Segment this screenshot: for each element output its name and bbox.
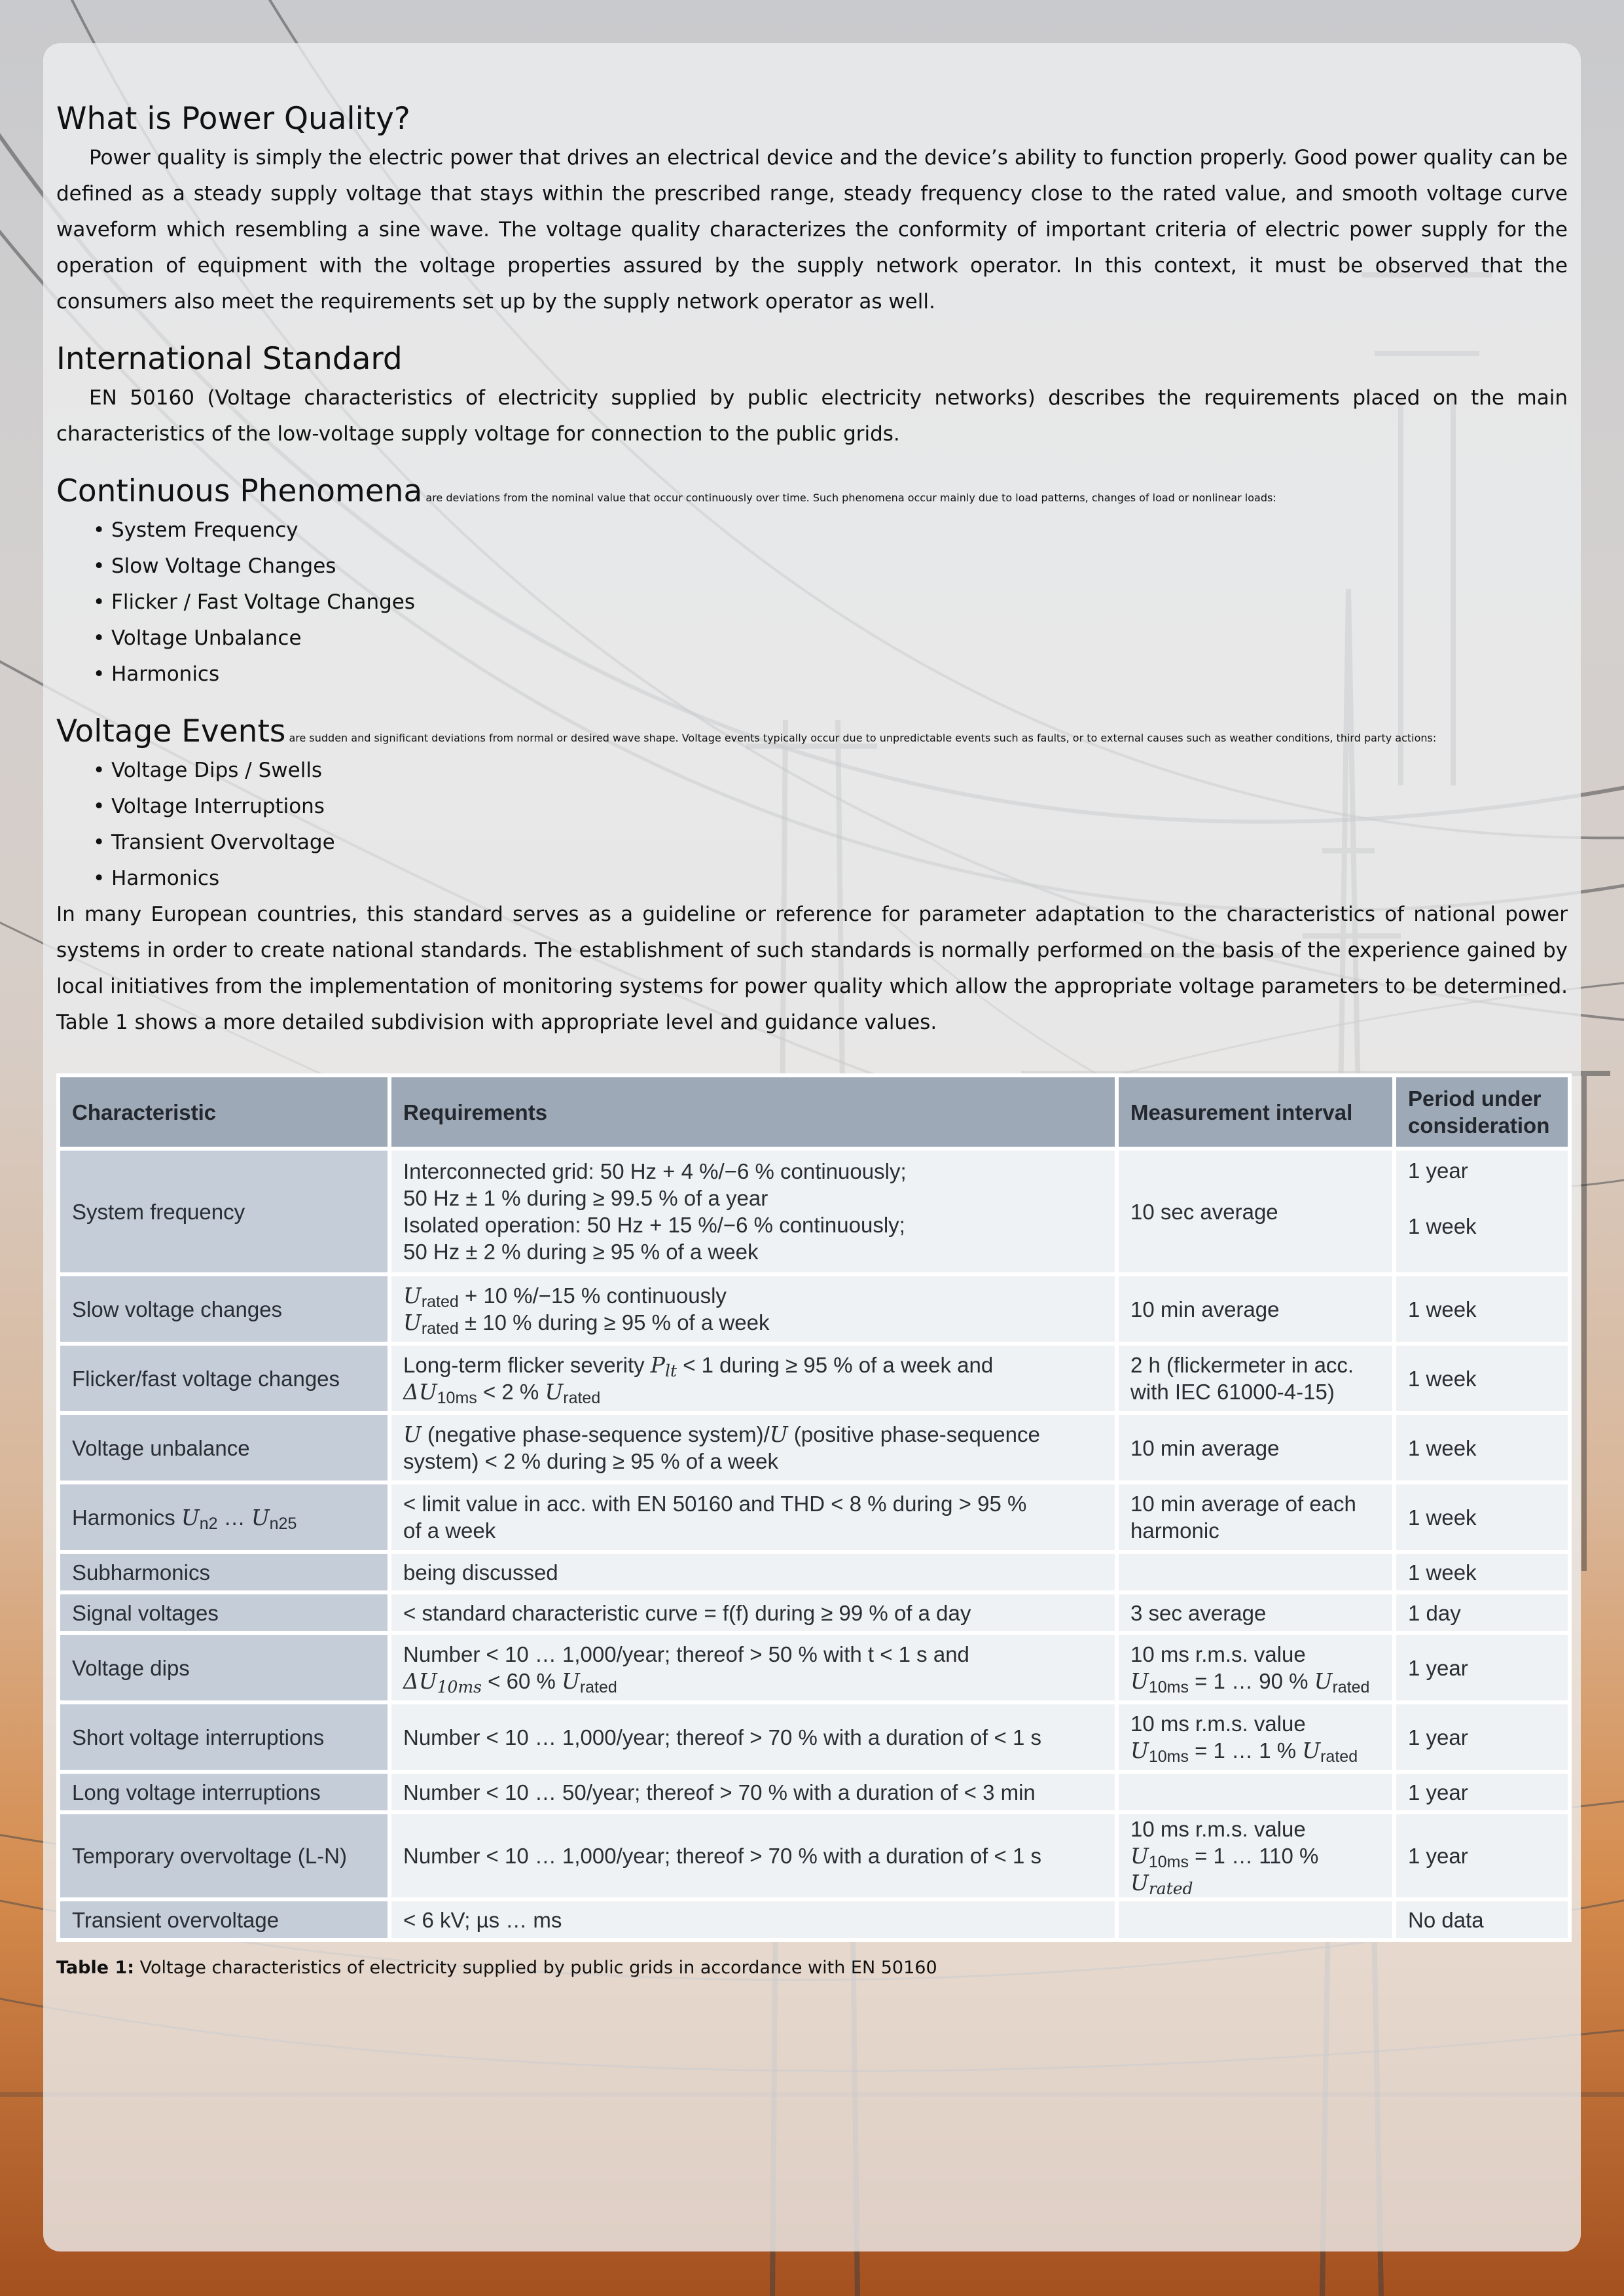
cell-characteristic: Short voltage interruptions <box>60 1704 388 1770</box>
cell-period: 1 week <box>1396 1415 1568 1480</box>
continuous-phenomena-text: are deviations from the nominal value that occur continuously over time. Such phenomena occur mainly due to load patterns, changes of load or nonlinear loads: <box>422 492 1276 504</box>
table-row <box>60 1594 1568 1631</box>
list-item: • Harmonics <box>111 656 1568 692</box>
cell-period: 1 year <box>1396 1704 1568 1770</box>
symbol: U <box>403 1422 422 1447</box>
subscript: rated <box>421 1319 459 1338</box>
heading-power-quality: What is Power Quality? <box>56 101 410 137</box>
table-row <box>60 1774 1568 1810</box>
requirement-text: (positive phase-sequence <box>787 1422 1040 1446</box>
list-item: • Slow Voltage Changes <box>111 548 1568 584</box>
requirement-line: of a week <box>403 1518 496 1543</box>
cell-requirements: Number < 10 … 1,000/year; thereof > 70 % with a duration of < 1 s <box>391 1704 1115 1770</box>
requirement-text: Long-term flicker severity <box>403 1353 651 1377</box>
cell-interval: 10 min average <box>1119 1415 1392 1480</box>
cell-characteristic <box>60 1484 388 1550</box>
cell-period: 1 week <box>1396 1554 1568 1590</box>
header-characteristic: Characteristic <box>60 1077 388 1147</box>
cell-interval <box>1119 1774 1392 1810</box>
cell-characteristic: System frequency <box>60 1151 388 1272</box>
cell-interval <box>1119 1635 1392 1700</box>
cell-interval <box>1119 1554 1392 1590</box>
cell-requirements: Number < 10 … 50/year; thereof > 70 % with a duration of < 3 min <box>391 1774 1115 1810</box>
cell-interval: 3 sec average <box>1119 1594 1392 1631</box>
cell-characteristic: Voltage dips <box>60 1635 388 1700</box>
subscript: rated <box>579 1678 617 1696</box>
symbol: U <box>769 1422 788 1447</box>
interval-line: harmonic <box>1130 1518 1219 1543</box>
document-body <box>56 98 1568 1981</box>
cell-requirements <box>391 1484 1115 1550</box>
subscript: 10ms <box>1148 1678 1189 1696</box>
cell-requirements <box>391 1276 1115 1342</box>
symbol: U <box>1302 1738 1321 1763</box>
list-item: • System Frequency <box>111 512 1568 548</box>
heading-voltage-events: Voltage Events <box>56 713 286 749</box>
symbol: ΔU <box>403 1379 437 1405</box>
continuous-phenomena-list <box>56 512 1568 692</box>
cell-requirements <box>391 1346 1115 1411</box>
interval-line: with IEC 61000-4-15) <box>1130 1380 1335 1404</box>
interval-line: 10 ms r.m.s. value <box>1130 1817 1306 1841</box>
table-row <box>60 1635 1568 1700</box>
requirement-line: Number < 10 … 1,000/year; thereof > 50 % with t < 1 s and <box>403 1642 969 1666</box>
cell-requirements: < 6 kV; µs … ms <box>391 1901 1115 1938</box>
heading-international-standard: International Standard <box>56 341 403 377</box>
subscript: 10ms <box>437 1677 482 1696</box>
symbol: U <box>562 1668 580 1694</box>
requirement-line: system) < 2 % during ≥ 95 % of a week <box>403 1449 778 1473</box>
header-measurement-interval: Measurement interval <box>1119 1077 1392 1147</box>
cell-requirements <box>391 1635 1115 1700</box>
period-line: 1 week <box>1408 1214 1477 1238</box>
list-item: • Flicker / Fast Voltage Changes <box>111 584 1568 620</box>
cell-period: 1 year <box>1396 1814 1568 1897</box>
cell-interval <box>1119 1346 1392 1411</box>
interval-line: 10 ms r.m.s. value <box>1130 1642 1306 1666</box>
symbol: U <box>251 1504 270 1530</box>
requirement-line: 50 Hz ± 1 % during ≥ 99.5 % of a year <box>403 1186 768 1210</box>
subscript: n2 <box>199 1514 218 1533</box>
cell-interval: 10 sec average <box>1119 1151 1392 1272</box>
table-row <box>60 1554 1568 1590</box>
header-period: Period under consideration <box>1396 1077 1568 1147</box>
interval-line: 10 ms r.m.s. value <box>1130 1712 1306 1736</box>
cell-interval <box>1119 1901 1392 1938</box>
caption-label: Table 1: <box>56 1958 135 1978</box>
cell-characteristic: Slow voltage changes <box>60 1276 388 1342</box>
symbol: U <box>545 1379 564 1405</box>
paragraph-power-quality: Power quality is simply the electric power that drives an electrical device and the device’s ability to function properly. Good power quality can be defined as a steady supply voltage that stays within the prescribed range, steady frequency close to the rated value, and smooth voltage curve waveform which resembling a sine wave. The voltage quality characterizes the conformity of important criteria of electric power supply for the operation of equipment with the voltage properties assured by the supply network operator. In this context, it must be observed that the consumers also meet the requirements set up by the supply network operator as well. <box>56 146 1568 314</box>
subscript: rated <box>1148 1879 1193 1898</box>
header-requirements: Requirements <box>391 1077 1115 1147</box>
table-header-row <box>60 1077 1568 1147</box>
cell-characteristic: Long voltage interruptions <box>60 1774 388 1810</box>
cell-characteristic: Voltage unbalance <box>60 1415 388 1480</box>
symbol: U <box>1130 1668 1149 1694</box>
symbol: ΔU <box>403 1668 437 1694</box>
requirement-text: < 1 during ≥ 95 % of a week and <box>677 1353 994 1377</box>
voltage-events-list <box>56 753 1568 897</box>
subscript: rated <box>1320 1748 1358 1766</box>
table-row <box>60 1346 1568 1411</box>
cell-requirements <box>391 1415 1115 1480</box>
cell-period <box>1396 1151 1568 1272</box>
cell-requirements: being discussed <box>391 1554 1115 1590</box>
requirement-text: < 60 % <box>482 1669 562 1693</box>
subscript: rated <box>421 1293 459 1311</box>
cell-period: 1 year <box>1396 1635 1568 1700</box>
symbol: U <box>1130 1870 1149 1895</box>
interval-line: 10 min average of each <box>1130 1492 1356 1516</box>
cell-characteristic: Signal voltages <box>60 1594 388 1631</box>
table-row <box>60 1484 1568 1550</box>
cell-interval <box>1119 1704 1392 1770</box>
en50160-table-wrapper <box>56 1073 1568 1942</box>
table-row <box>60 1415 1568 1480</box>
cell-period: No data <box>1396 1901 1568 1938</box>
cell-period: 1 week <box>1396 1484 1568 1550</box>
cell-characteristic: Subharmonics <box>60 1554 388 1590</box>
table-caption <box>56 1955 1568 1981</box>
symbol: P <box>650 1352 665 1378</box>
subscript: lt <box>665 1361 677 1380</box>
requirement-text: (negative phase-sequence system)/ <box>421 1422 770 1446</box>
characteristic-text: Harmonics <box>72 1505 181 1530</box>
cell-period: 1 year <box>1396 1774 1568 1810</box>
cell-period: 1 day <box>1396 1594 1568 1631</box>
interval-text: = 1 … 90 % <box>1188 1669 1314 1693</box>
voltage-characteristics-table <box>56 1073 1572 1942</box>
cell-requirements: < standard characteristic curve = f(f) during ≥ 99 % of a day <box>391 1594 1115 1631</box>
list-item: • Voltage Interruptions <box>111 789 1568 825</box>
list-item: • Harmonics <box>111 861 1568 897</box>
cell-period: 1 week <box>1396 1346 1568 1411</box>
symbol: U <box>1130 1738 1149 1763</box>
cell-period: 1 week <box>1396 1276 1568 1342</box>
list-item: • Voltage Unbalance <box>111 620 1568 656</box>
cell-characteristic: Transient overvoltage <box>60 1901 388 1938</box>
interval-text: = 1 … 110 % <box>1188 1844 1319 1868</box>
paragraph-closing: In many European countries, this standard serves as a guideline or reference for parameter adaptation to the characteristics of national power systems in order to create national standards. The establishment of such standards is normally performed on the basis of the experience gained by local initiatives from the implementation of monitoring systems for power quality which allow the appropriate voltage parameters to be determined. Table 1 shows a more detailed subdivision with appropriate level and guidance values. <box>56 903 1568 1034</box>
cell-requirements <box>391 1151 1115 1272</box>
symbol: U <box>1130 1843 1149 1869</box>
cell-interval <box>1119 1814 1392 1897</box>
requirement-line: < limit value in acc. with EN 50160 and THD < 8 % during > 95 % <box>403 1492 1027 1516</box>
table-row <box>60 1151 1568 1272</box>
cell-interval <box>1119 1484 1392 1550</box>
requirement-text: < 2 % <box>477 1380 545 1404</box>
subscript: rated <box>1332 1678 1370 1696</box>
table-row <box>60 1901 1568 1938</box>
voltage-events-text: are sudden and significant deviations from normal or desired wave shape. Voltage events typically occur due to unpredictable events such as faults, or to external causes such as weather conditions, third party actions: <box>285 732 1437 744</box>
symbol: U <box>403 1310 422 1335</box>
interval-text: = 1 … 1 % <box>1188 1738 1303 1763</box>
cell-characteristic: Flicker/fast voltage changes <box>60 1346 388 1411</box>
paragraph-international-standard: EN 50160 (Voltage characteristics of electricity supplied by public electricity networks) describes the requirements placed on the main characteristics of the low-voltage supply voltage for connection to the public grids. <box>56 386 1568 446</box>
table-row <box>60 1814 1568 1897</box>
ellipsis: … <box>217 1505 251 1530</box>
requirement-line: Isolated operation: 50 Hz + 15 %/−6 % continuously; <box>403 1213 905 1237</box>
table-row <box>60 1276 1568 1342</box>
caption-text: Voltage characteristics of electricity supplied by public grids in accordance with EN 50160 <box>134 1958 937 1978</box>
symbol: U <box>1314 1668 1333 1694</box>
table-row <box>60 1704 1568 1770</box>
subscript: 10ms <box>1148 1853 1189 1871</box>
interval-line: 2 h (flickermeter in acc. <box>1130 1353 1354 1377</box>
requirement-line: 50 Hz ± 2 % during ≥ 95 % of a week <box>403 1240 759 1264</box>
list-item: • Transient Overvoltage <box>111 825 1568 861</box>
requirement-text: + 10 %/−15 % continuously <box>458 1283 727 1308</box>
requirement-line: Interconnected grid: 50 Hz + 4 %/−6 % continuously; <box>403 1159 907 1183</box>
subscript: n25 <box>269 1514 297 1533</box>
cell-interval: 10 min average <box>1119 1276 1392 1342</box>
subscript: 10ms <box>1148 1748 1189 1766</box>
heading-continuous-phenomena: Continuous Phenomena <box>56 473 423 509</box>
cell-characteristic: Temporary overvoltage (L-N) <box>60 1814 388 1897</box>
subscript: 10ms <box>437 1389 477 1407</box>
cell-requirements: Number < 10 … 1,000/year; thereof > 70 % with a duration of < 1 s <box>391 1814 1115 1897</box>
requirement-text: ± 10 % during ≥ 95 % of a week <box>458 1310 770 1335</box>
list-item: • Voltage Dips / Swells <box>111 753 1568 789</box>
symbol: U <box>181 1504 200 1530</box>
period-line: 1 year <box>1408 1158 1468 1183</box>
symbol: U <box>403 1283 422 1308</box>
subscript: rated <box>563 1389 601 1407</box>
